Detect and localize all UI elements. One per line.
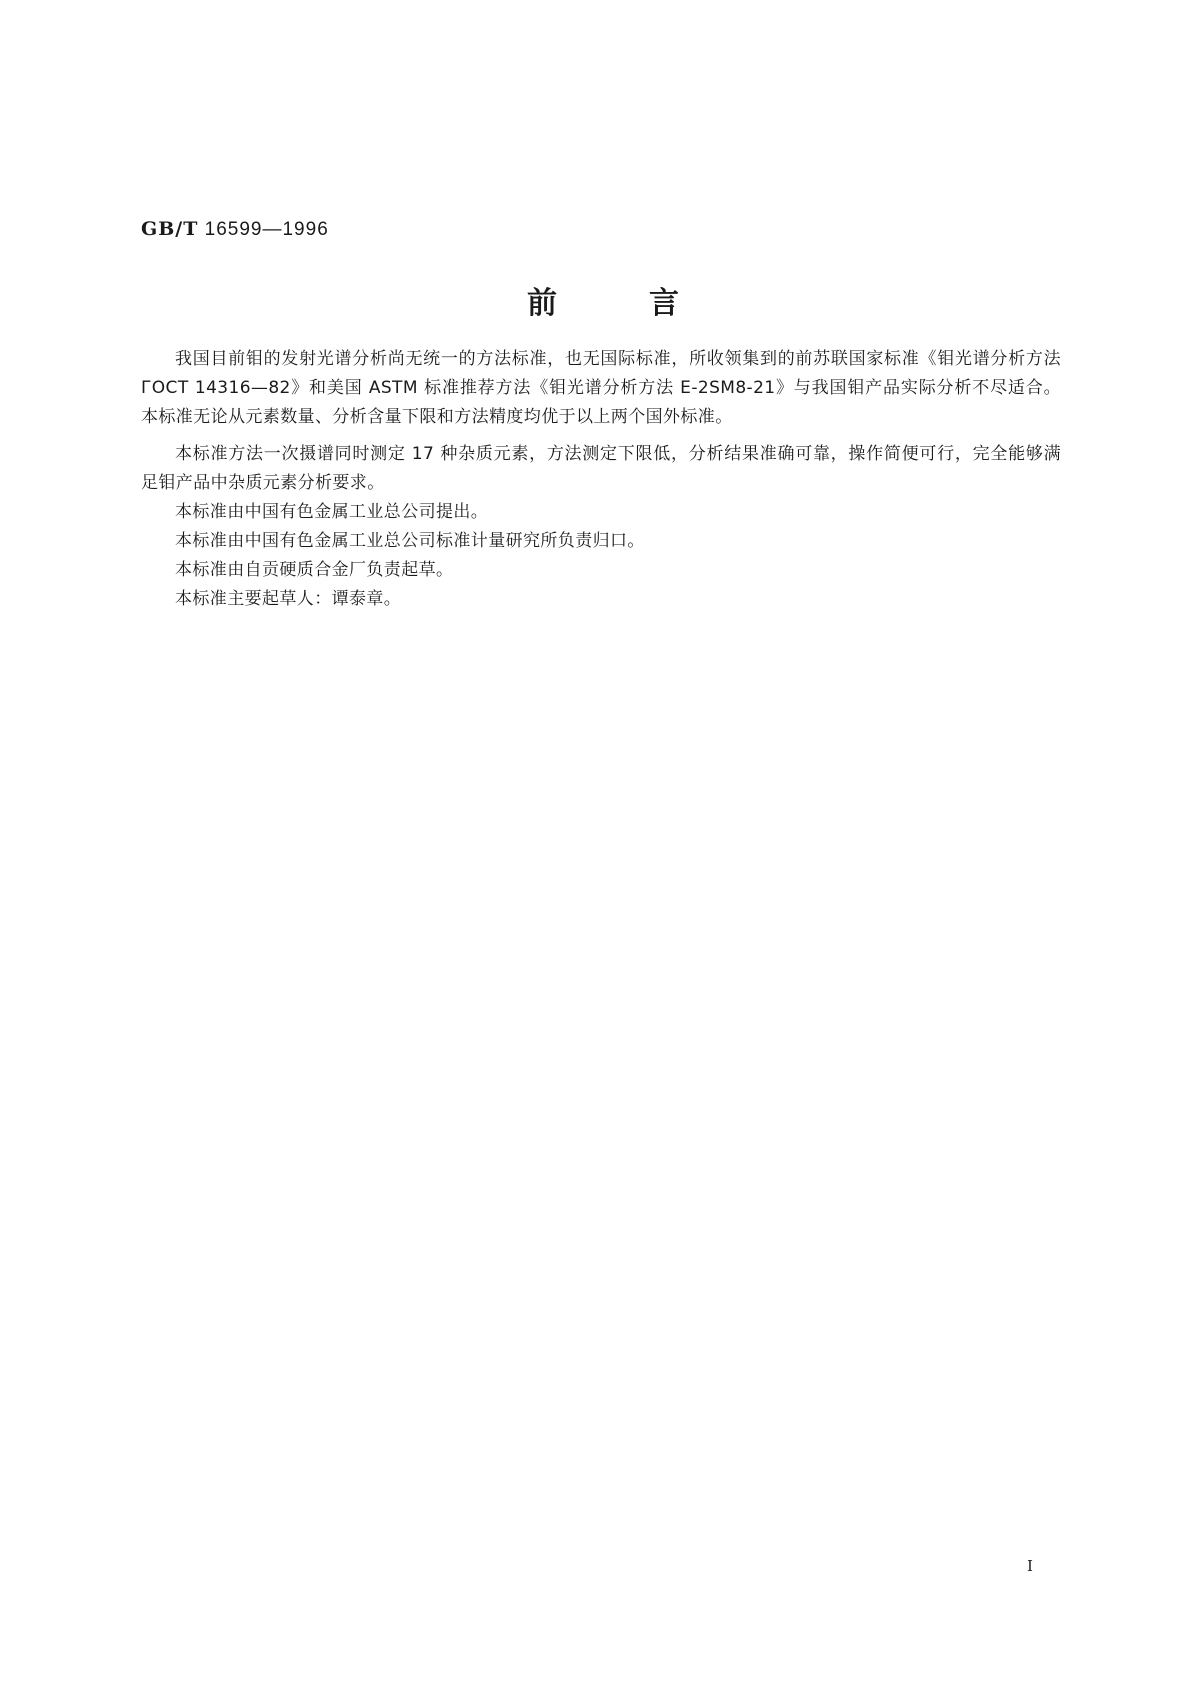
paragraph-administrator: 本标准由中国有色金属工业总公司标准计量研究所负责归口。	[175, 531, 645, 551]
paragraph-proposer: 本标准由中国有色金属工业总公司提出。	[175, 502, 489, 522]
page-number: I	[1027, 1557, 1033, 1575]
standard-number: 16599—1996	[204, 219, 329, 240]
paragraph-drafting-unit: 本标准由自贡硬质合金厂负责起草。	[175, 560, 454, 580]
page-title: 前言	[527, 286, 771, 321]
paragraph-drafter: 本标准主要起草人：谭泰章。	[175, 589, 402, 609]
standard-prefix: GB/T	[141, 218, 199, 240]
paragraph-method: 本标准方法一次摄谱同时测定 17 种杂质元素，方法测定下限低，分析结果准确可靠，操作简便可行，完全能够满足钼产品中杂质元素分析要求。	[141, 444, 1061, 493]
paragraph-background: 我国目前钼的发射光谱分析尚无统一的方法标准，也无国际标准，所收领集到的前苏联国家标准《钼光谱分析方法 ГОСТ 14316—82》和美国 ASTM 标准推荐方法《钼光谱分析方法 E-2SM8-21》与我国钼产品实际分析不尽适合。本标准无论从元素数量、分析含量下限和方法精度均优于以上两个国外标准。	[141, 349, 1061, 427]
foreword-body	[141, 345, 1061, 614]
standard-code	[141, 218, 329, 241]
